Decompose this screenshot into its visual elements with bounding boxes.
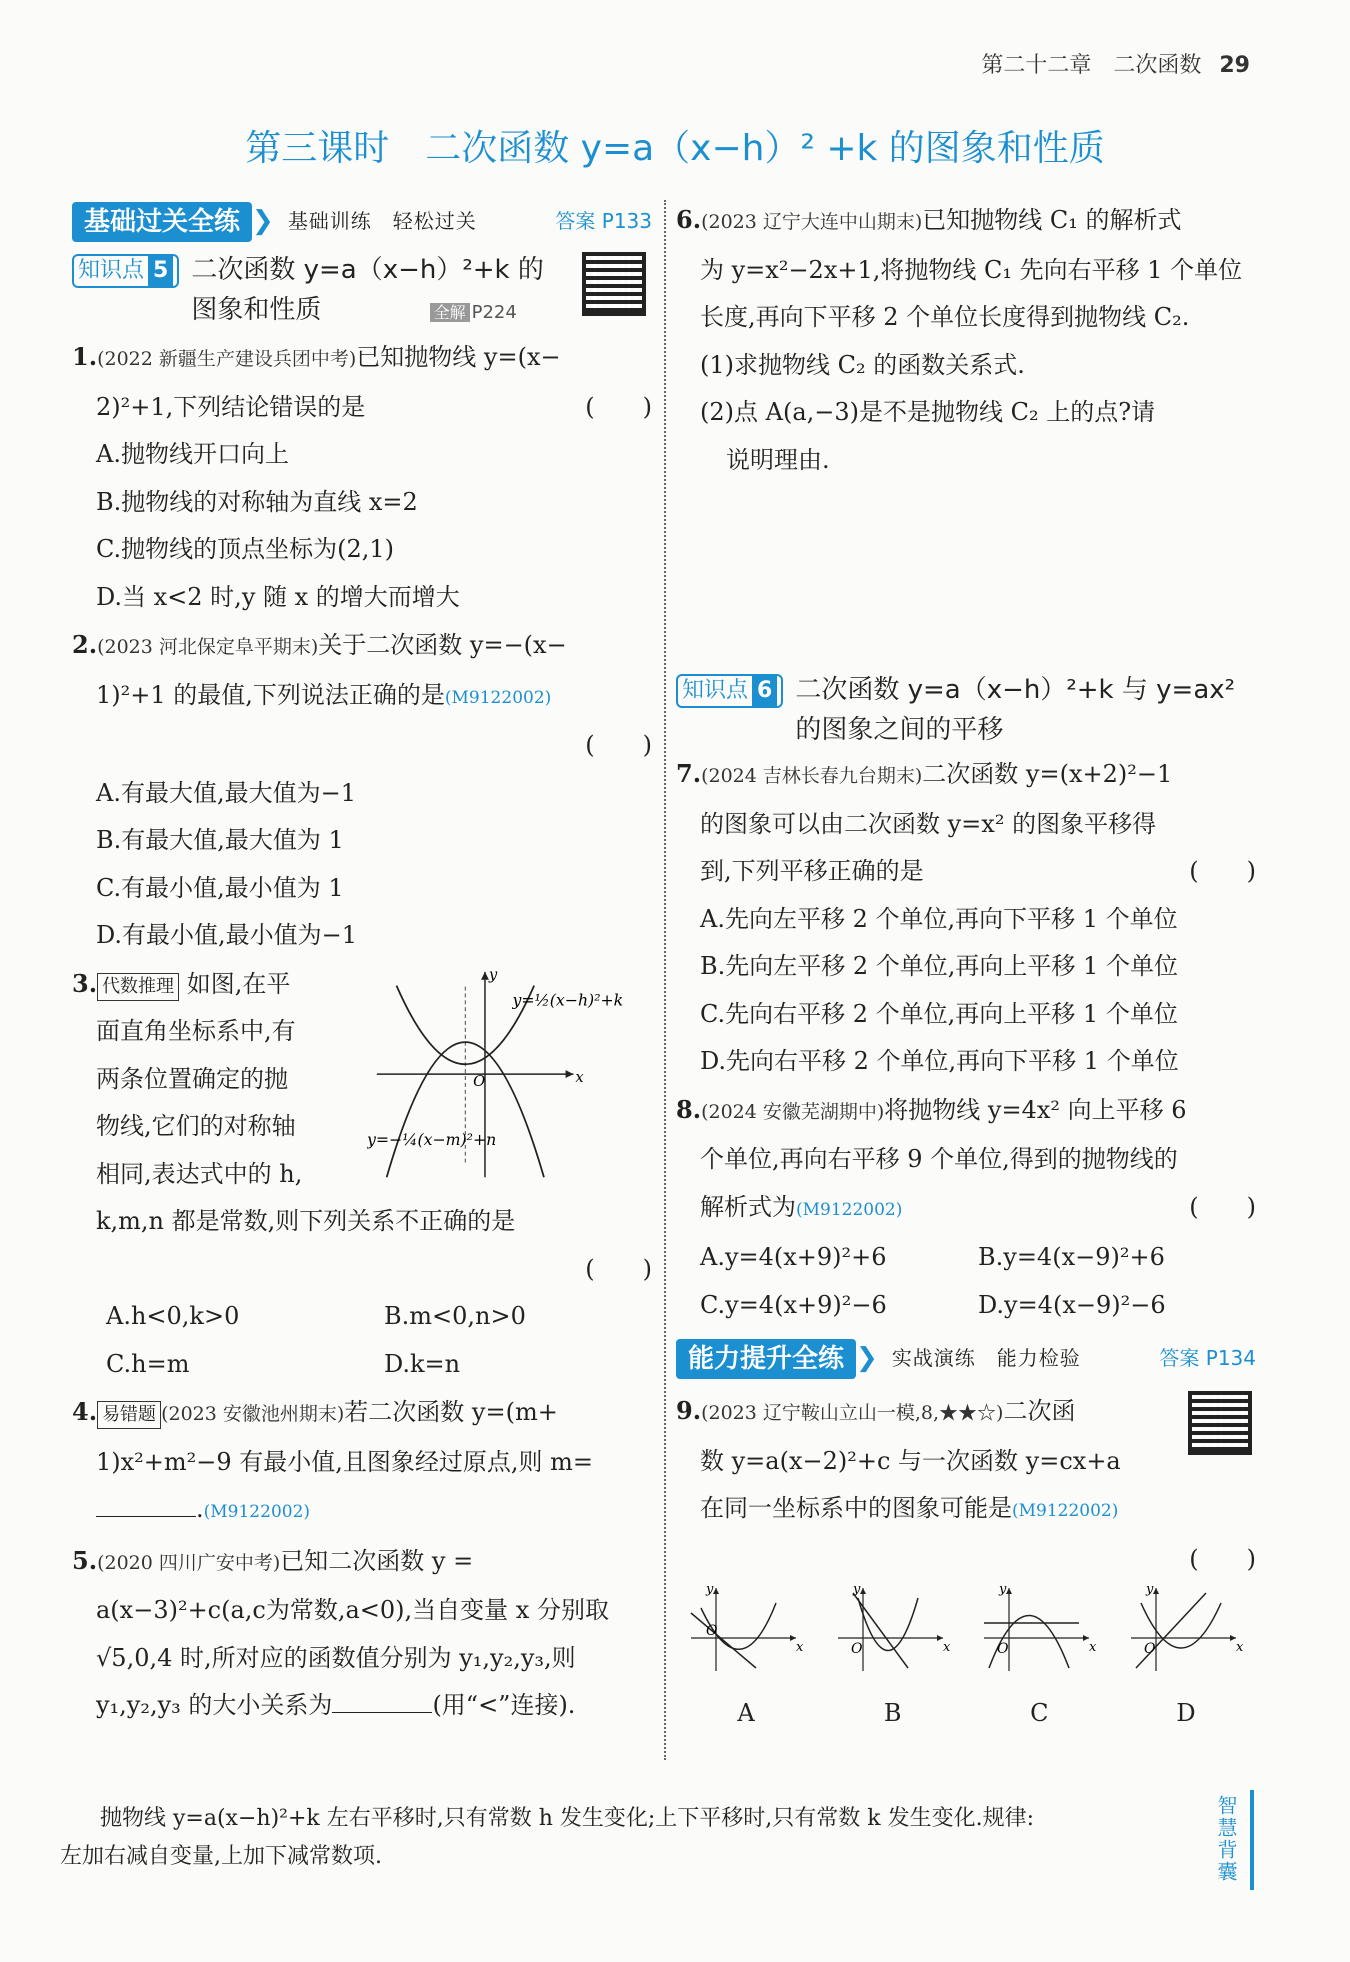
choice-label: A [737, 1698, 755, 1727]
svg-text:O: O [850, 1641, 863, 1657]
kp-tag: 知识点 5 [72, 254, 179, 288]
question-3: 3. 代数推理 如图,在平 面直角坐标系中,有 两条位置确定的抛 物线,它们的对称轴 相同,表达式中的 h, O x y y=½(x−h)²+k y=−¼(x−m)²+n k,m,n 都是常数,则下列关系不正确的是 ( ) A.h<0,k>0 B.m<0,n>0 C.h=m D.k=n [72, 960, 652, 1389]
graph-d [1126, 1583, 1246, 1673]
origin-label: O [473, 1072, 486, 1090]
option-d: D.y=4(x−9)²−6 [978, 1290, 1166, 1319]
option-a: A.抛物线开口向上 [96, 440, 289, 468]
banner-subtitle: 实战演练 能力检验 [891, 1346, 1081, 1371]
question-5: 5.(2020 四川广安中考)已知二次函数 y = a(x−3)²+c(a,c为常数,a<0),当自变量 x 分别取 √5,0,4 时,所对应的函数值分别为 y₁,y₂,y₃,则 y₁,y₂,y₃ 的大小关系为 (用“<”连接). [72, 1545, 609, 1719]
option-c: C.抛物线的顶点坐标为(2,1) [96, 535, 395, 563]
svg-text:y: y [1145, 1583, 1154, 1597]
item-code: (M9122002) [1012, 1501, 1119, 1521]
answer-paren: ( ) [585, 731, 652, 759]
answer-ref: 答案 P134 [1159, 1346, 1256, 1371]
question-7: 7.(2024 吉林长春九台期末)二次函数 y=(x+2)²−1 的图象可以由二次函数 y=x² 的图象平移得 到,下列平移正确的是 ( ) A.先向左平移 2 个单位,再向下平移 1 个单位 B.先向左平移 2 个单位,再向上平移 1 个单位 C.先向右平移 2 个单位,再向上平移 1 个单位 D.先向右平移 2 个单位,再向下平移 1 个单位 [676, 750, 1256, 1086]
option-a: A.y=4(x+9)²+6 [700, 1243, 887, 1271]
lesson-title: 第三课时 二次函数 y=a（x−h）² +k 的图象和性质 [245, 128, 1105, 169]
y-axis-label: y [488, 966, 498, 984]
fill-blank[interactable] [96, 1493, 196, 1517]
tip-label: 智慧背囊 [1214, 1795, 1238, 1883]
chapter-title: 第二十二章 二次函数 [981, 53, 1202, 78]
tip-accent-bar [1250, 1790, 1254, 1890]
question-9: 9.(2023 辽宁鞍山立山一模,8,★★☆)二次函 数 y=a(x−2)²+c 与一次函数 y=cx+a 在同一坐标系中的图象可能是(M9122002) ( ) O x y A O x y B O x y C O x y D [676, 1387, 1256, 1737]
svg-text:O: O [997, 1641, 1009, 1657]
fill-blank[interactable] [332, 1689, 432, 1713]
option-d: D.当 x<2 时,y 随 x 的增大而增大 [96, 582, 460, 611]
graph-choice-d[interactable] [1126, 1583, 1246, 1737]
option-d: D.有最小值,最小值为−1 [96, 921, 358, 949]
question-2: 2.(2023 河北保定阜平期末)关于二次函数 y=−(x− 1)²+1 的最值,下列说法正确的是(M9122002) ( ) A.有最大值,最大值为−1 B.有最大值,最大值为 1 C.有最小值,最小值为 1 D.有最小值,最小值为−1 [72, 621, 652, 960]
kp-title-line1: 二次函数 y=a（x−h）²+k 的 [191, 255, 544, 285]
choice-graphs [676, 1583, 1256, 1737]
left-column [72, 200, 652, 1730]
full-solution-page: P224 [471, 302, 517, 323]
svg-text:x: x [1235, 1640, 1244, 1655]
svg-text:y: y [706, 1583, 714, 1597]
section-banner-advanced [676, 1337, 1256, 1381]
graph-b [833, 1583, 953, 1673]
kp-tag: 知识点 6 [676, 674, 783, 708]
option-d: D.k=n [384, 1349, 461, 1378]
item-code: (M9122002) [203, 1502, 311, 1522]
column-divider [664, 200, 666, 1760]
option-c: C.h=m [106, 1349, 190, 1378]
option-a: A.先向左平移 2 个单位,再向下平移 1 个单位 [700, 904, 1178, 933]
question-tag: 代数推理 [97, 973, 179, 1001]
option-d: D.先向右平移 2 个单位,再向下平移 1 个单位 [700, 1047, 1179, 1075]
tip-line-2: 左加右减自变量,上加下减常数项. [60, 1844, 382, 1869]
curve2-label: y=−¼(x−m)²+n [366, 1129, 497, 1149]
answer-paren: ( ) [1189, 857, 1256, 885]
page-number: 29 [1219, 53, 1250, 78]
svg-text:x: x [942, 1640, 950, 1655]
option-b: B.y=4(x−9)²+6 [978, 1243, 1165, 1271]
graph-choice-b[interactable] [833, 1583, 953, 1737]
banner-title: 能力提升全练 [676, 1339, 856, 1379]
choice-label: C [1030, 1698, 1049, 1727]
option-a: A.h<0,k>0 [106, 1302, 240, 1330]
option-a: A.有最大值,最大值为−1 [96, 778, 356, 807]
svg-text:y: y [999, 1583, 1007, 1597]
knowledge-point-5 [72, 250, 652, 333]
answer-paren: ( ) [585, 1254, 652, 1283]
banner-arrow-icon: ❯ [252, 206, 274, 237]
svg-text:x: x [1089, 1640, 1097, 1655]
q3-graph [367, 964, 652, 1194]
full-solution-label: 全解 [430, 303, 470, 322]
running-header [981, 48, 1250, 79]
kp-title-line2: 图象和性质 [191, 295, 322, 325]
qr-code-icon[interactable] [582, 252, 646, 316]
option-c: C.y=4(x+9)²−6 [700, 1290, 887, 1319]
banner-arrow-icon: ❯ [856, 1343, 878, 1374]
answer-paren: ( ) [1189, 1544, 1256, 1573]
x-axis-label: x [575, 1068, 584, 1086]
option-c: C.先向右平移 2 个单位,再向上平移 1 个单位 [700, 999, 1178, 1028]
graph-c [979, 1583, 1099, 1673]
banner-title: 基础过关全练 [72, 202, 252, 242]
answer-paren: ( ) [1189, 1192, 1256, 1221]
question-6: 6.(2023 辽宁大连中山期末)已知抛物线 C₁ 的解析式 为 y=x²−2x+1,将抛物线 C₁ 先向右平移 1 个单位 长度,再向下平移 2 个单位长度得到抛物线 C₂. (1)求抛物线 C₂ 的函数关系式. (2)点 A(a,−3)是不是抛物线 C₂ 上的点?请 说明理由. [676, 205, 1243, 474]
item-code: (M9122002) [796, 1199, 903, 1220]
svg-text:y: y [852, 1583, 861, 1597]
svg-text:O: O [706, 1623, 718, 1639]
right-column [676, 196, 1256, 1737]
choice-label: D [1176, 1698, 1196, 1727]
kp-title-line2: 的图象之间的平移 [795, 715, 1004, 745]
section-banner-basic [72, 200, 652, 244]
answer-paren: ( ) [585, 392, 652, 421]
tip-line-1: 抛物线 y=a(x−h)²+k 左右平移时,只有常数 h 发生变化;上下平移时,只有常数 k 发生变化.规律: [100, 1806, 1035, 1831]
tip-box [60, 1800, 1230, 1876]
question-1: 1.(2022 新疆生产建设兵团中考)已知抛物线 y=(x− 2)²+1,下列结论错误的是 ( ) A.抛物线开口向上 B.抛物线的对称轴为直线 x=2 C.抛物线的顶点坐标为(2,1) D.当 x<2 时,y 随 x 的增大而增大 [72, 333, 652, 621]
choice-label: B [883, 1698, 902, 1727]
graph-choice-a[interactable] [686, 1583, 806, 1737]
svg-text:O: O [1143, 1641, 1156, 1657]
option-c: C.有最小值,最小值为 1 [96, 873, 344, 902]
svg-text:x: x [796, 1640, 804, 1655]
option-b: B.抛物线的对称轴为直线 x=2 [96, 487, 418, 516]
kp-title-line1: 二次函数 y=a（x−h）²+k 与 y=ax² [795, 675, 1236, 705]
option-b: B.先向左平移 2 个单位,再向上平移 1 个单位 [700, 952, 1178, 980]
answer-ref: 答案 P133 [555, 209, 652, 234]
question-4: 4. 易错题 (2023 安徽池州期末)若二次函数 y=(m+ 1)x²+m²−9 有最小值,且图象经过原点,则 m= .(M9122002) [72, 1397, 594, 1523]
item-code: (M9122002) [444, 687, 552, 708]
question-8: 8.(2024 安徽芜湖期中)将抛物线 y=4x² 向上平移 6 个单位,再向右平移 9 个单位,得到的抛物线的 解析式为(M9122002) ( ) A.y=4(x+9)²+6 B.y=4(x−9)²+6 C.y=4(x+9)²−6 D.y=4(x−9)²−6 [676, 1086, 1256, 1330]
qr-code-icon[interactable] [1188, 1391, 1252, 1455]
knowledge-point-6 [676, 670, 1256, 750]
graph-a [686, 1583, 806, 1673]
banner-subtitle: 基础训练 轻松过关 [287, 209, 477, 234]
graph-choice-c[interactable] [979, 1583, 1099, 1737]
option-b: B.有最大值,最大值为 1 [96, 826, 344, 854]
curve1-label: y=½(x−h)²+k [512, 989, 624, 1009]
question-tag: 易错题 [97, 1401, 161, 1429]
option-b: B.m<0,n>0 [384, 1302, 526, 1330]
